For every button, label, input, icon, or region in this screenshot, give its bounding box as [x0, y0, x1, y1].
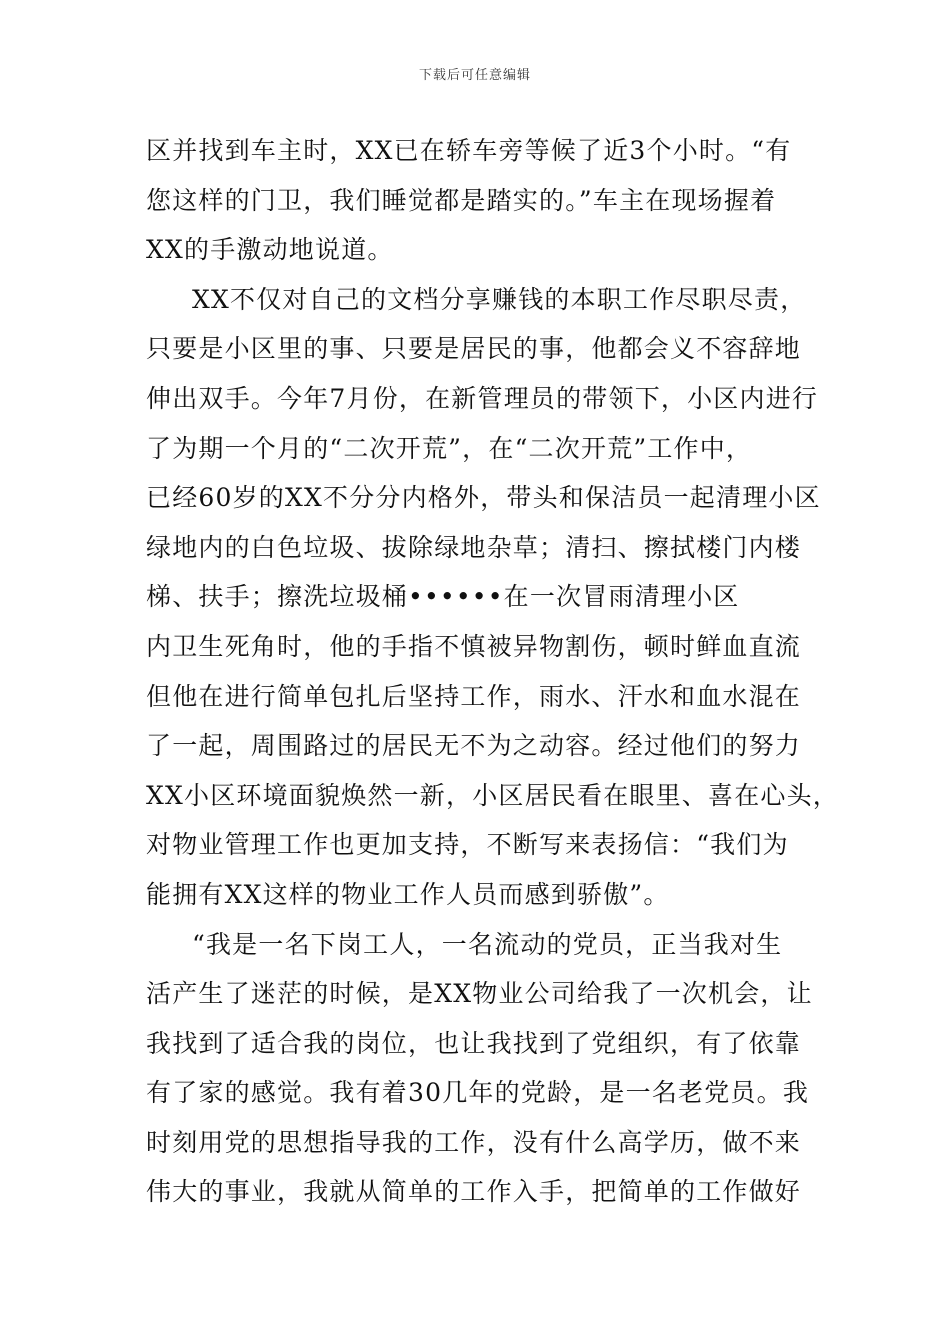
- text-line: 活产生了迷茫的时候，是XX物业公司给我了一次机会，让: [146, 979, 813, 1009]
- text-line: 绿地内的白色垃圾、拔除绿地杂草；清扫、擦拭楼门内楼: [146, 532, 802, 562]
- text-line: 但他在进行简单包扎后坚持工作，雨水、汗水和血水混在: [146, 681, 802, 711]
- text-line: 了为期一个月的“二次开荒”，在“二次开荒”工作中，: [146, 433, 753, 463]
- text-line: 伸出双手。今年7月份，在新管理员的带领下，小区内进行: [146, 383, 819, 413]
- document-body: [146, 126, 839, 1217]
- text-line: 只要是小区里的事、只要是居民的事，他都会义不容辞地: [146, 334, 802, 364]
- text-line: 已经60岁的XX不分分内格外，带头和保洁员一起清理小区: [146, 483, 821, 513]
- text-line: 了一起，周围路过的居民无不为之动容。经过他们的努力: [146, 731, 802, 761]
- text-line: 时刻用党的思想指导我的工作，没有什么高学历，做不来: [146, 1127, 802, 1157]
- text-line: 能拥有XX这样的物业工作人员而感到骄傲”。: [146, 879, 670, 909]
- text-line: 伟大的事业，我就从简单的工作入手，把简单的工作做好: [146, 1177, 802, 1207]
- paragraph-start-line: XX不仅对自己的文档分享赚钱的本职工作尽职尽责，: [192, 284, 807, 314]
- text-line: 梯、扶手；擦洗垃圾桶••••••在一次冒雨清理小区: [146, 582, 740, 612]
- text-line: 对物业管理工作也更加支持，不断写来表扬信：“我们为: [146, 830, 789, 860]
- text-line: XX小区环境面貌焕然一新，小区居民看在眼里、喜在心头，: [146, 780, 839, 810]
- text-line: 您这样的门卫，我们睡觉都是踏实的。”车主在现场握着: [146, 185, 777, 215]
- text-line: 内卫生死角时，他的手指不慎被异物割伤，顿时鲜血直流: [146, 631, 802, 661]
- paragraph-start-line: “我是一名下岗工人，一名流动的党员，正当我对生: [192, 929, 783, 959]
- text-line: 我找到了适合我的岗位，也让我找到了党组织，有了依靠: [146, 1028, 802, 1058]
- text-line: 有了家的感觉。我有着30几年的党龄，是一名老党员。我: [146, 1078, 810, 1108]
- page-header: 下载后可任意编辑: [418, 68, 531, 83]
- text-line: 区并找到车主时，XX已在轿车旁等候了近3个小时。“有: [146, 136, 792, 165]
- text-line: XX的手激动地说道。: [146, 235, 394, 265]
